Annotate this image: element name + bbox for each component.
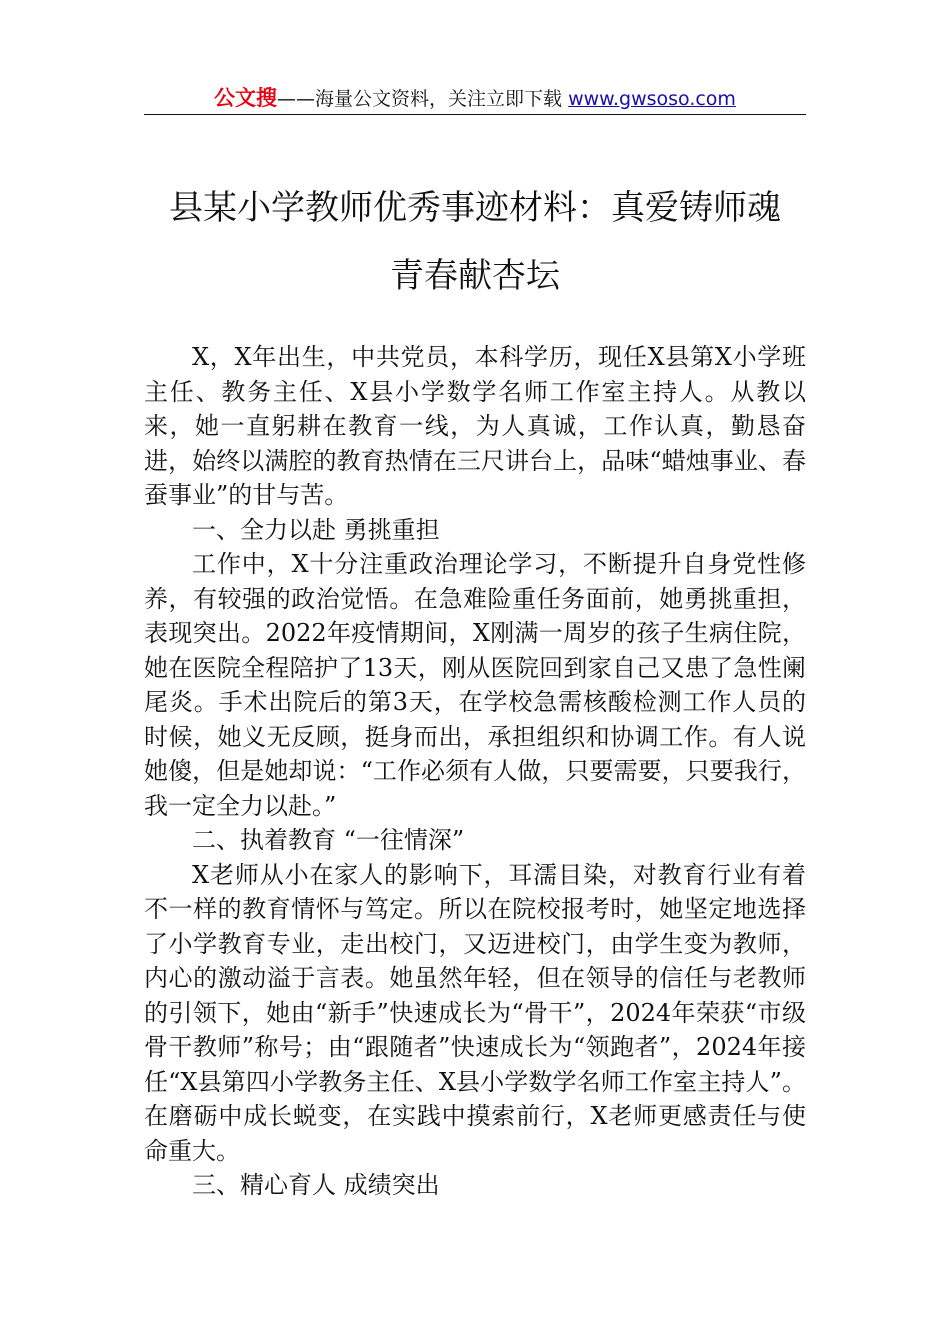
website-link[interactable]: www.gwsoso.com [568, 88, 736, 110]
body-paragraph: X，X年出生，中共党员，本科学历，现任X县第X小学班主任、教务主任、X县小学数学名师工作室主持人。从教以来，她一直躬耕在教育一线，为人真诚，工作认真，勤恳奋进，始终以满腔的教育热情在三尺讲台上，品味“蜡烛事业、春蚕事业”的甘与苦。 [144, 343, 806, 509]
body-paragraph: 工作中，X十分注重政治理论学习，不断提升自身党性修养，有较强的政治觉悟。在急难险重任务面前，她勇挑重担，表现突出。2022年疫情期间，X刚满一周岁的孩子生病住院，她在医院全程陪护了13天，刚从医院回到家自己又患了急性阑尾炎。手术出院后的第3天，在学校急需核酸检测工作人员的时候，她义无反顾，挺身而出，承担组织和协调工作。有人说她傻，但是她却说：“工作必须有人做，只要需要，只要我行，我一定全力以赴。” [144, 550, 806, 820]
section-heading-1: 一、全力以赴 勇挑重担 [192, 515, 440, 544]
title-line-2: 青春献杏坛 [390, 256, 560, 296]
header-divider [144, 114, 806, 115]
body-paragraph: X老师从小在家人的影响下，耳濡目染，对教育行业有着不一样的教育情怀与笃定。所以在院校报考时，她坚定地选择了小学教育专业，走出校门，又迈进校门，由学生变为教师，内心的激动溢于言表。她虽然年轻，但在领导的信任与老教师的引领下，她由“新手”快速成长为“骨干”，2024年荣获“市级骨干教师”称号；由“跟随者”快速成长为“领跑者”，2024年接任“X县第四小学教务主任、X县小学数学名师工作室主持人”。在磨砺中成长蜕变，在实践中摸索前行，X老师更感责任与使命重大。 [144, 860, 806, 1165]
page-header [144, 84, 806, 113]
document-body [144, 340, 806, 1203]
title-line-1: 县某小学教师优秀事迹材料：真爱铸师魂 [169, 188, 781, 228]
header-tagline: ——海量公文资料，关注立即下载 [277, 88, 563, 110]
section-heading-3: 三、精心育人 成绩突出 [192, 1171, 440, 1199]
document-title [120, 174, 830, 310]
section-heading-2: 二、执着教育 “一往情深” [192, 826, 465, 854]
brand-logo-text: 公文搜 [214, 86, 278, 110]
